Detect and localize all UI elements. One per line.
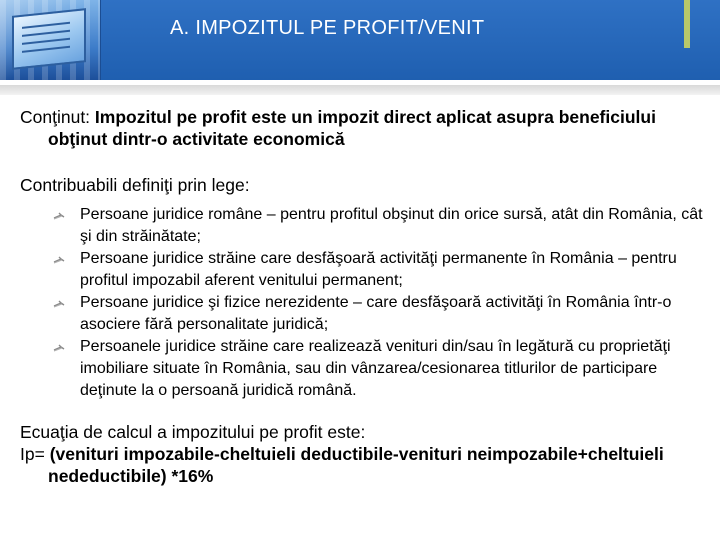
list-item (20, 204, 710, 248)
list-item (20, 292, 710, 336)
intro-label: Conţinut: (20, 107, 95, 127)
formula-label: Ip= (20, 444, 50, 464)
arrow-right-icon (53, 341, 66, 353)
list-item-text: Persoane juridice şi fizice nerezidente – care desfăşoară activităţi în România într-o asociere fără personalitate juridică; (80, 294, 672, 333)
header-divider (0, 85, 720, 95)
arrow-right-icon (53, 209, 66, 221)
computer-screen-image (0, 0, 101, 80)
header-band (0, 0, 720, 80)
taxpayers-heading: Contribuabili definiţi prin lege: (20, 175, 250, 195)
list-item-text: Persoane juridice române – pentru profitul obşinut din orice sursă, atât din România, cât şi din străinătate; (80, 206, 703, 245)
accent-bar (684, 0, 690, 48)
formula-text: (venituri impozabile-cheltuieli deductibile-venituri neimpozabile+cheltuieli nedeductibile) *16% (48, 444, 664, 486)
intro-text: Impozitul pe profit este un impozit direct aplicat asupra beneficiului obţinut dintr-o activitate economică (48, 107, 656, 149)
slide-title: A. IMPOZITUL PE PROFIT/VENIT (170, 17, 485, 39)
monitor-icon (12, 8, 86, 70)
list-item-text: Persoanele juridice străine care realizează venituri din/sau în legătură cu proprietăţi imobiliare situate în România, sau din vânzarea/cesionarea titlurilor de participare deţinute la o persoană juridică română. (80, 338, 671, 399)
slide-content (20, 106, 710, 487)
list-item (20, 248, 710, 292)
taxpayers-list (20, 204, 710, 402)
arrow-right-icon (53, 297, 66, 309)
list-item-text: Persoane juridice străine care desfăşoară activităţi permanente în România – pentru profitul impozabil aferent venitului permanent; (80, 250, 677, 289)
intro-paragraph (20, 106, 710, 150)
arrow-right-icon (53, 253, 66, 265)
formula-heading: Ecuaţia de calcul a impozitului pe profit este: (20, 422, 366, 442)
list-item (20, 336, 710, 402)
formula-paragraph (20, 443, 710, 487)
